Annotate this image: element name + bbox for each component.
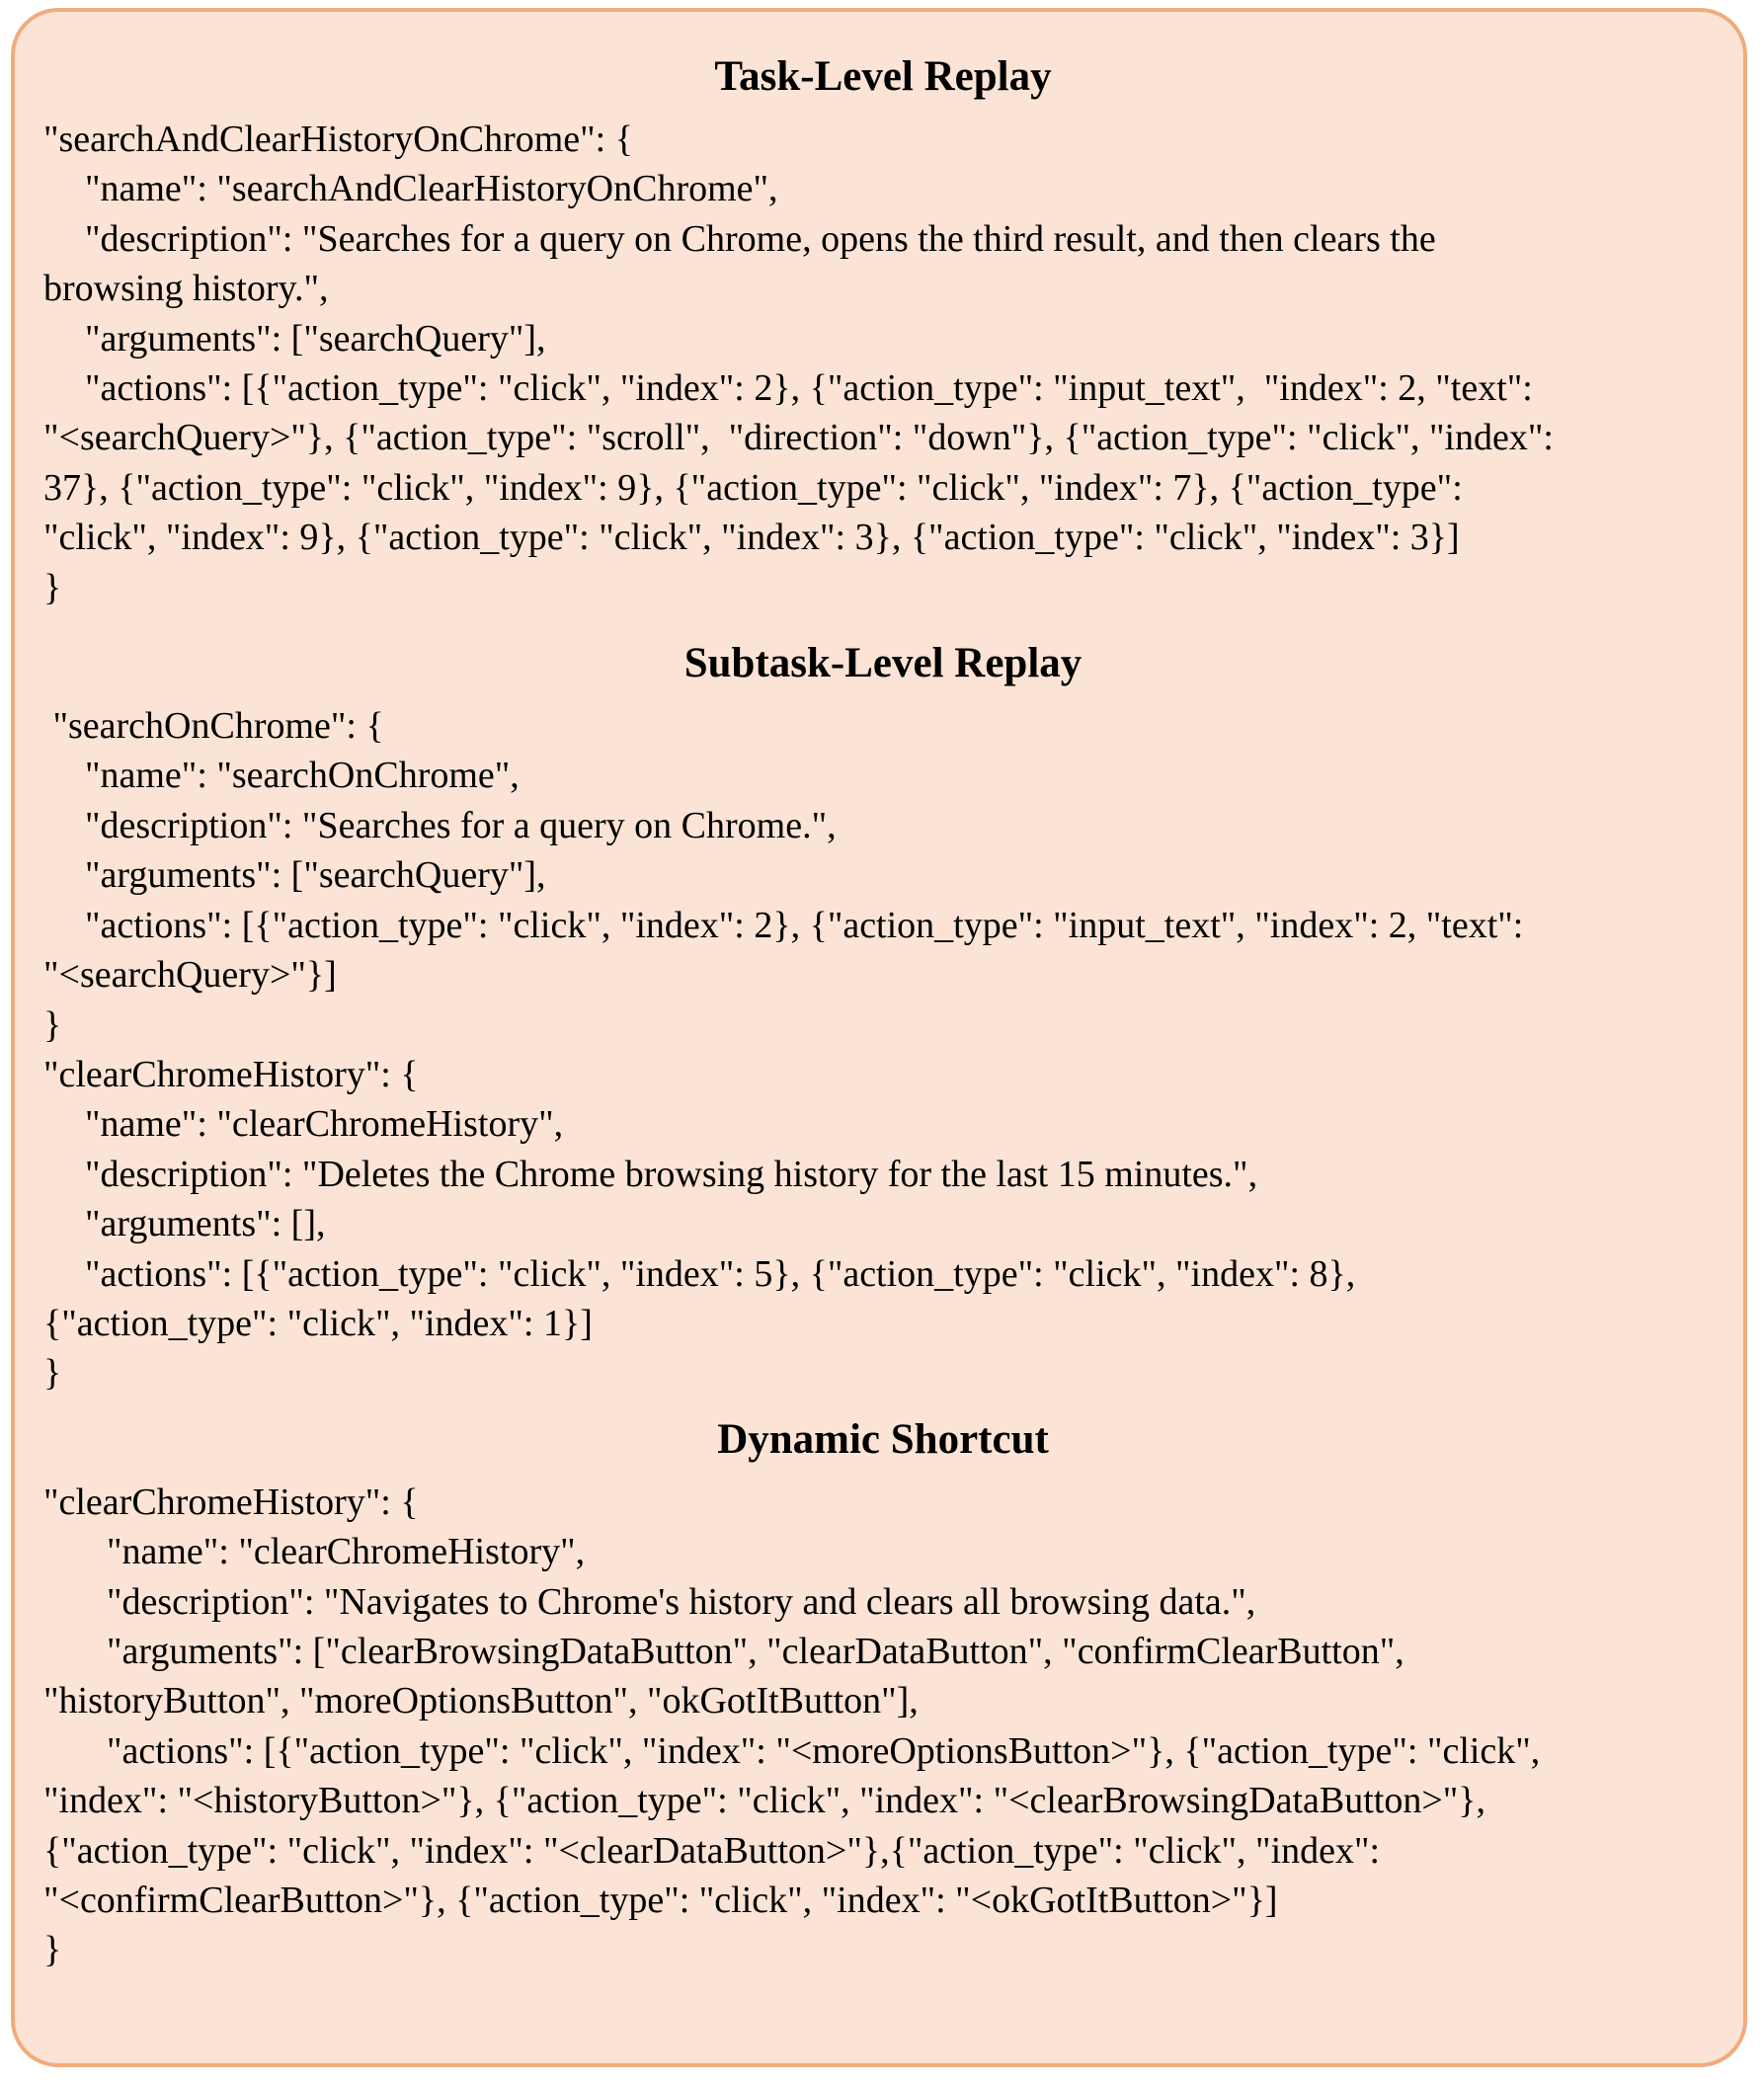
code-line: "actions": [{"action_type": "click", "index": 2}, {"action_type": "input_text", "index": 2, "text":	[85, 904, 1524, 946]
code-line: "description": "Searches for a query on Chrome.",	[85, 804, 837, 846]
code-line: }	[43, 566, 62, 608]
section-heading-subtask-level: Subtask-Level Replay	[683, 640, 1082, 687]
task-level-code	[43, 115, 1723, 612]
panel-content	[43, 40, 1723, 1975]
code-line: "searchAndClearHistoryOnChrome": {	[43, 119, 633, 160]
code-line: {"action_type": "click", "index": "<clearDataButton>"},{"action_type": "click", "index":	[43, 1829, 1381, 1872]
code-line: "arguments": [],	[85, 1203, 326, 1245]
code-line: "arguments": ["searchQuery"],	[85, 854, 546, 897]
code-line: "historyButton", "moreOptionsButton", "okGotItButton"],	[43, 1680, 919, 1722]
code-line: "actions": [{"action_type": "click", "index": "<moreOptionsButton>"}, {"action_type": "click",	[107, 1729, 1541, 1772]
code-line: 37}, {"action_type": "click", "index": 9}, {"action_type": "click", "index": 7}, {"action_type":	[43, 466, 1463, 509]
subtask-level-code	[43, 701, 1723, 1399]
code-line: "arguments": ["searchQuery"],	[85, 317, 546, 360]
code-line: {"action_type": "click", "index": 1}]	[43, 1302, 593, 1344]
code-line: "searchOnChrome": {	[43, 705, 384, 748]
dynamic-shortcut-code	[43, 1478, 1723, 1975]
code-line: }	[43, 1929, 62, 1971]
code-line: }	[43, 1003, 62, 1046]
code-line: "description": "Searches for a query on Chrome, opens the third result, and then clears the	[85, 217, 1436, 260]
code-line: "<confirmClearButton>"}, {"action_type": "click", "index": "<okGotItButton>"}]	[43, 1880, 1278, 1921]
code-line: "<searchQuery>"}, {"action_type": "scroll", "direction": "down"}, {"action_type": "click", "index":	[43, 417, 1554, 459]
code-line: "name": "clearChromeHistory",	[107, 1531, 586, 1573]
code-line: "actions": [{"action_type": "click", "index": 5}, {"action_type": "click", "index": 8},	[85, 1252, 1356, 1295]
code-line: "click", "index": 9}, {"action_type": "click", "index": 3}, {"action_type": "click", "index": 3}]	[43, 517, 1460, 559]
code-line: "clearChromeHistory": {	[43, 1053, 419, 1095]
code-line: browsing history.",	[43, 268, 329, 310]
section-heading-task-level: Task-Level Replay	[714, 53, 1052, 100]
code-line: "name": "searchOnChrome",	[85, 755, 520, 797]
code-line: }	[43, 1352, 62, 1395]
code-line: "arguments": ["clearBrowsingDataButton", "clearDataButton", "confirmClearButton",	[107, 1630, 1404, 1672]
code-line: "index": "<historyButton>"}, {"action_type": "click", "index": "<clearBrowsingDataButton>"},	[43, 1780, 1486, 1822]
code-line: "name": "searchAndClearHistoryOnChrome",	[85, 168, 778, 210]
section-heading-dynamic-shortcut: Dynamic Shortcut	[717, 1415, 1049, 1463]
code-line: "actions": [{"action_type": "click", "index": 2}, {"action_type": "input_text", "index": 2, "text":	[85, 367, 1533, 410]
code-line: "description": "Deletes the Chrome browsing history for the last 15 minutes.",	[85, 1153, 1258, 1195]
code-line: "clearChromeHistory": {	[43, 1481, 419, 1523]
code-line: "description": "Navigates to Chrome's history and clears all browsing data.",	[107, 1580, 1256, 1623]
code-line: "name": "clearChromeHistory",	[85, 1103, 564, 1146]
code-line: "<searchQuery>"}]	[43, 954, 337, 997]
